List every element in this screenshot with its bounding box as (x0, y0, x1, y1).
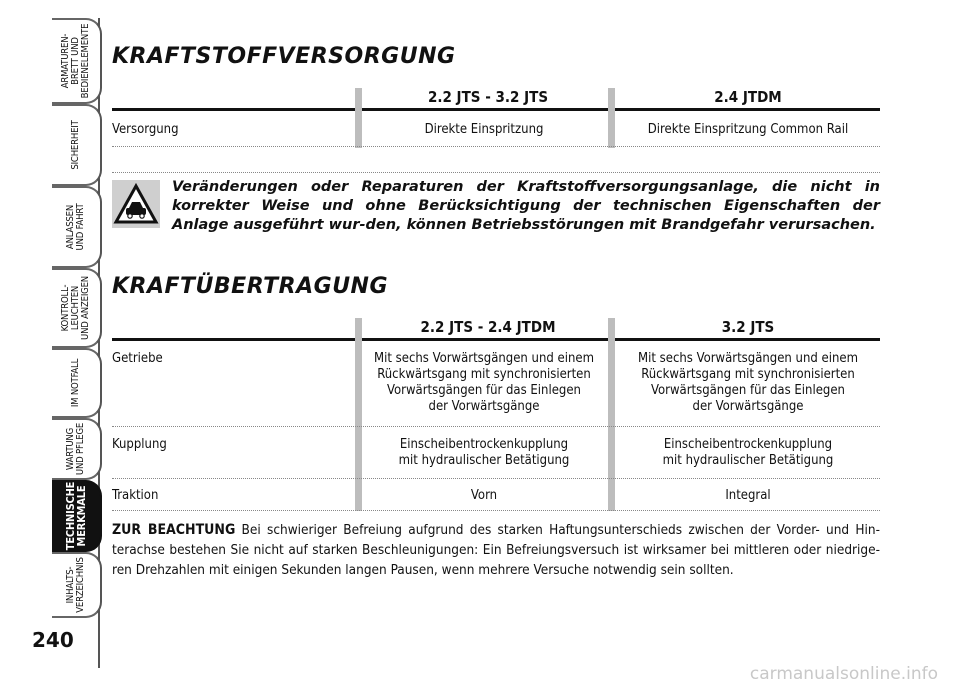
trans-row-label: Kupplung (112, 437, 167, 452)
row-separator (112, 426, 880, 427)
row-separator (112, 478, 880, 479)
trans-cell: Einscheibentrockenkupplung mit hydraulischer Betätigung (398, 437, 570, 468)
trans-cell: Vorn (470, 488, 498, 503)
tab-technische-merkmale[interactable] (52, 480, 102, 552)
page-number: 240 (32, 628, 74, 652)
fuel-col1-head: 2.2 JTS - 3.2 JTS (427, 88, 549, 106)
tab-label: SICHERHEIT (70, 120, 81, 170)
tab-kontrollleuchten[interactable] (52, 268, 102, 348)
trans-cell: Mit sechs Vorwärtsgängen und einem Rückwärtsgang mit synchronisierten Vorwärtsgängen für das Einlegen der Vorwärtsgänge (638, 351, 858, 414)
note-lead: ZUR BEACHTUNG (112, 522, 236, 538)
watermark: carmanualsonline.info (749, 664, 938, 684)
trans-cell: Einscheibentrockenkupplung mit hydraulischer Betätigung (662, 437, 834, 468)
column-divider (608, 318, 615, 511)
warning-icon-box (112, 180, 160, 228)
column-divider (355, 318, 362, 511)
fuel-row-label: Versorgung (112, 122, 179, 137)
row-separator (112, 146, 880, 147)
fuel-col1-value: Direkte Einspritzung (424, 122, 544, 137)
tab-inhaltsverzeichnis[interactable] (52, 552, 102, 618)
tab-label: TECHNISCHE MERKMALE (64, 481, 88, 551)
chapter-sidebar (0, 0, 100, 692)
trans-col2-head: 3.2 JTS (721, 318, 775, 336)
row-separator (112, 510, 880, 511)
note-text: Bei schwieriger Befreiung aufgrund des starken Haftungsunterschieds zwischen der Vorder- und Hin-terachse bestehen Sie nicht auf starken Beschleunigungen: Ein Befreiungsversuch ist wirksamer bei mittleren oder niedrige-ren Drehzahlen mit einigen Sekunden langen Pausen, wenn mehrere Versuche notwendig sein sollten. (112, 522, 880, 578)
table-rule (112, 108, 880, 111)
tab-im-notfall[interactable] (52, 348, 102, 418)
tab-wartung[interactable] (52, 418, 102, 480)
warning-text: Veränderungen oder Reparaturen der Kraftstoffversorgungsanlage, die nicht in korrekter Weise und ohne Berücksichtigung der technischen Eigenschaften der Anlage ausgeführt wur-den, können Betriebsstörungen mit Brandgefahr verursachen. (172, 179, 880, 233)
tab-label: INHALTS- VERZEICHNIS (65, 557, 86, 613)
trans-col1-head: 2.2 JTS - 2.4 JTDM (420, 318, 556, 336)
column-divider (608, 88, 615, 148)
trans-cell: Integral (725, 488, 771, 503)
note-paragraph (112, 520, 880, 580)
trans-row-label: Traktion (112, 488, 159, 503)
warning-triangle-icon (112, 180, 160, 228)
table-rule (112, 338, 880, 341)
fuel-col2-value: Direkte Einspritzung Common Rail (647, 122, 849, 137)
tab-label: WARTUNG UND PFLEGE (65, 422, 86, 476)
section-title-fuel: KRAFTSTOFFVERSORGUNG (112, 44, 456, 69)
tab-armaturenbrett[interactable] (52, 18, 102, 104)
fuel-col2-head: 2.4 JTDM (714, 88, 782, 106)
section-title-transmission: KRAFTÜBERTRAGUNG (112, 274, 389, 299)
tab-sicherheit[interactable] (52, 104, 102, 186)
tab-label: ARMATUREN- BRETT UND BEDIENELEMENTE (60, 23, 91, 99)
tab-label: ANLASSEN UND FAHRT (65, 203, 86, 251)
warning-top-rule (112, 172, 880, 173)
trans-row-label: Getriebe (112, 351, 163, 366)
tab-label: KONTROLL- LEUCHTEN UND ANZEIGEN (60, 276, 91, 340)
tab-label: IM NOTFALL (70, 358, 81, 408)
tab-anlassen[interactable] (52, 186, 102, 268)
column-divider (355, 88, 362, 148)
trans-cell: Mit sechs Vorwärtsgängen und einem Rückwärtsgang mit synchronisierten Vorwärtsgängen für das Einlegen der Vorwärtsgänge (374, 351, 594, 414)
